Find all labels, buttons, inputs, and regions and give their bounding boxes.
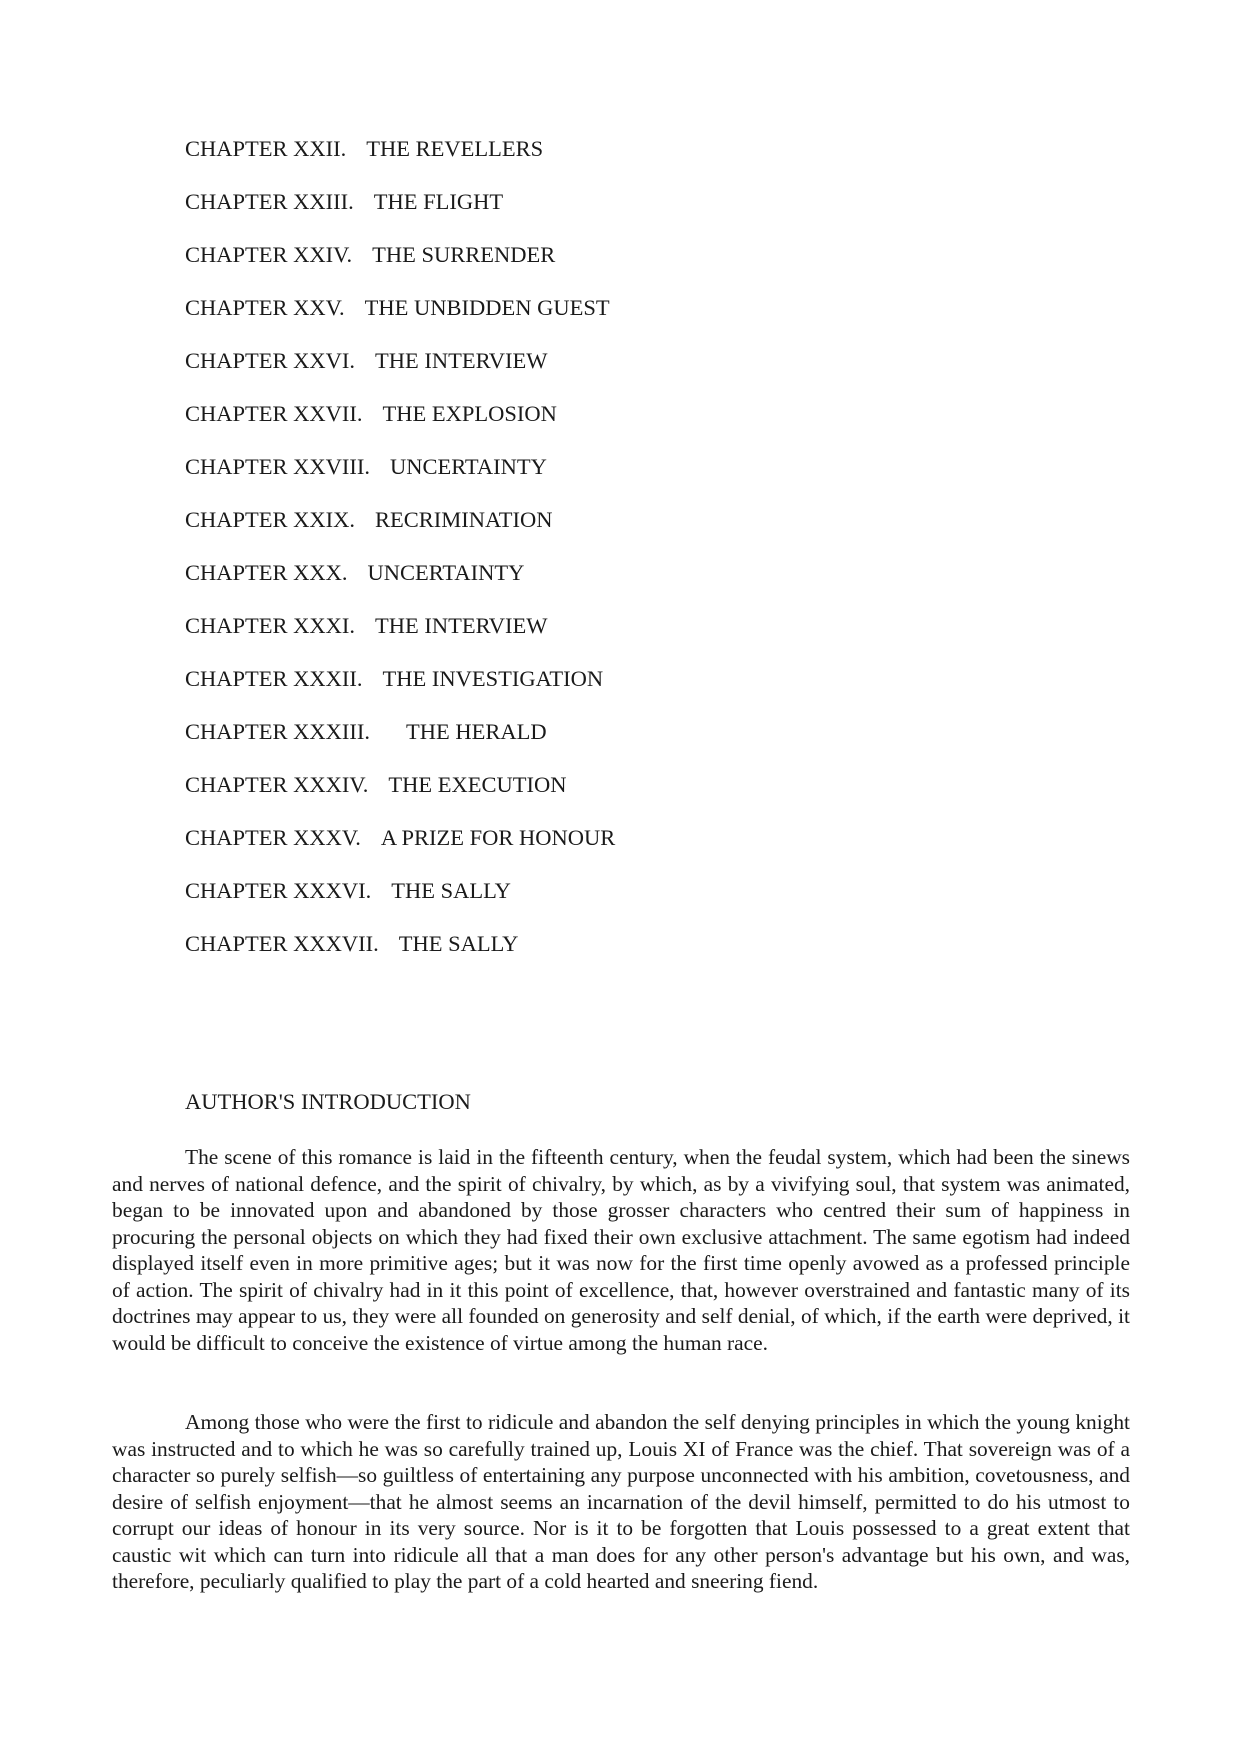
toc-chapter-number: CHAPTER XXXIV. bbox=[185, 772, 369, 797]
toc-entry[interactable] bbox=[185, 771, 615, 824]
toc-entry[interactable] bbox=[185, 506, 615, 559]
toc-chapter-title: THE INTERVIEW bbox=[375, 613, 548, 638]
toc-entry[interactable] bbox=[185, 347, 615, 400]
introduction-heading: AUTHOR'S INTRODUCTION bbox=[185, 1089, 471, 1114]
toc-entry[interactable] bbox=[185, 824, 615, 877]
toc-chapter-title: THE REVELLERS bbox=[366, 136, 544, 161]
toc-chapter-title: THE EXECUTION bbox=[388, 772, 567, 797]
toc-chapter-title: THE INTERVIEW bbox=[375, 348, 548, 373]
toc-entry[interactable] bbox=[185, 294, 615, 347]
toc-chapter-number: CHAPTER XXVI. bbox=[185, 348, 356, 373]
toc-chapter-number: CHAPTER XXIII. bbox=[185, 189, 354, 214]
toc-chapter-number: CHAPTER XXV. bbox=[185, 295, 345, 320]
toc-entry[interactable] bbox=[185, 612, 615, 665]
toc-chapter-title: THE SALLY bbox=[391, 878, 511, 903]
toc-chapter-number: CHAPTER XXVIII. bbox=[185, 454, 370, 479]
toc-chapter-number: CHAPTER XXXVI. bbox=[185, 878, 372, 903]
toc-entry[interactable] bbox=[185, 135, 615, 188]
toc-chapter-title: THE SURRENDER bbox=[372, 242, 556, 267]
toc-chapter-number: CHAPTER XXIX. bbox=[185, 507, 356, 532]
toc-chapter-title: THE INVESTIGATION bbox=[382, 666, 604, 691]
toc-chapter-title: A PRIZE FOR HONOUR bbox=[380, 825, 616, 850]
toc-chapter-number: CHAPTER XXXVII. bbox=[185, 931, 379, 956]
toc-chapter-title: THE FLIGHT bbox=[373, 189, 504, 214]
toc-chapter-number: CHAPTER XXII. bbox=[185, 136, 347, 161]
toc-chapter-number: CHAPTER XXXV. bbox=[185, 825, 361, 850]
toc-chapter-title: THE EXPLOSION bbox=[382, 401, 557, 426]
toc-entry[interactable] bbox=[185, 665, 615, 718]
toc-entry[interactable] bbox=[185, 930, 615, 983]
toc-chapter-number: CHAPTER XXXI. bbox=[185, 613, 356, 638]
toc-entry[interactable] bbox=[185, 453, 615, 506]
toc-entry[interactable] bbox=[185, 877, 615, 930]
introduction-paragraph: The scene of this romance is laid in the fifteenth century, when the feudal system, which had been the sinews and nerves of national defence, and the spirit of chivalry, by which, as by a vivifying soul, that system was animated, began to be innovated upon and abandoned by those grosser characters who centred their sum of happiness in procuring the personal objects on which they had fixed their own exclusive attachment. The same egotism had indeed displayed itself even in more primitive ages; but it was now for the first time openly avowed as a professed principle of action. The spirit of chivalry had in it this point of excellence, that, however overstrained and fantastic many of its doctrines may appear to us, they were all founded on generosity and self denial, of which, if the earth were deprived, it would be difficult to conceive the existence of virtue among the human race. bbox=[112, 1145, 1130, 1355]
toc-chapter-number: CHAPTER XXXIII. bbox=[185, 719, 370, 744]
toc-chapter-number: CHAPTER XXVII. bbox=[185, 401, 363, 426]
toc-entry[interactable] bbox=[185, 400, 615, 453]
toc-chapter-title: THE UNBIDDEN GUEST bbox=[364, 295, 610, 320]
toc-chapter-number: CHAPTER XXIV. bbox=[185, 242, 353, 267]
toc-chapter-title: THE SALLY bbox=[398, 931, 519, 956]
toc-chapter-title: UNCERTAINTY bbox=[390, 454, 547, 479]
toc-entry[interactable] bbox=[185, 241, 615, 294]
toc-chapter-number: CHAPTER XXXII. bbox=[185, 666, 363, 691]
toc-chapter-number: CHAPTER XXX. bbox=[185, 560, 348, 585]
introduction-paragraph: Among those who were the first to ridicule and abandon the self denying principles in which the young knight was instructed and to which he was so carefully trained up, Louis XI of France was the chief. That sovereign was of a character so purely selfish—so guiltless of entertaining any purpose unconnected with his ambition, covetousness, and desire of selfish enjoyment—that he almost seems an incarnation of the devil himself, permitted to do his utmost to corrupt our ideas of honour in its very source. Nor is it to be forgotten that Louis possessed to a great extent that caustic wit which can turn into ridicule all that a man does for any other person's advantage but his own, and was, therefore, peculiarly qualified to play the part of a cold hearted and sneering fiend. bbox=[112, 1410, 1130, 1593]
toc-entry[interactable] bbox=[185, 559, 615, 612]
toc-chapter-title: THE HERALD bbox=[406, 719, 547, 744]
toc-chapter-title: RECRIMINATION bbox=[375, 507, 553, 532]
toc-entry[interactable] bbox=[185, 718, 615, 771]
toc-entry[interactable] bbox=[185, 188, 615, 241]
table-of-contents bbox=[185, 135, 615, 983]
toc-chapter-title: UNCERTAINTY bbox=[367, 560, 525, 585]
